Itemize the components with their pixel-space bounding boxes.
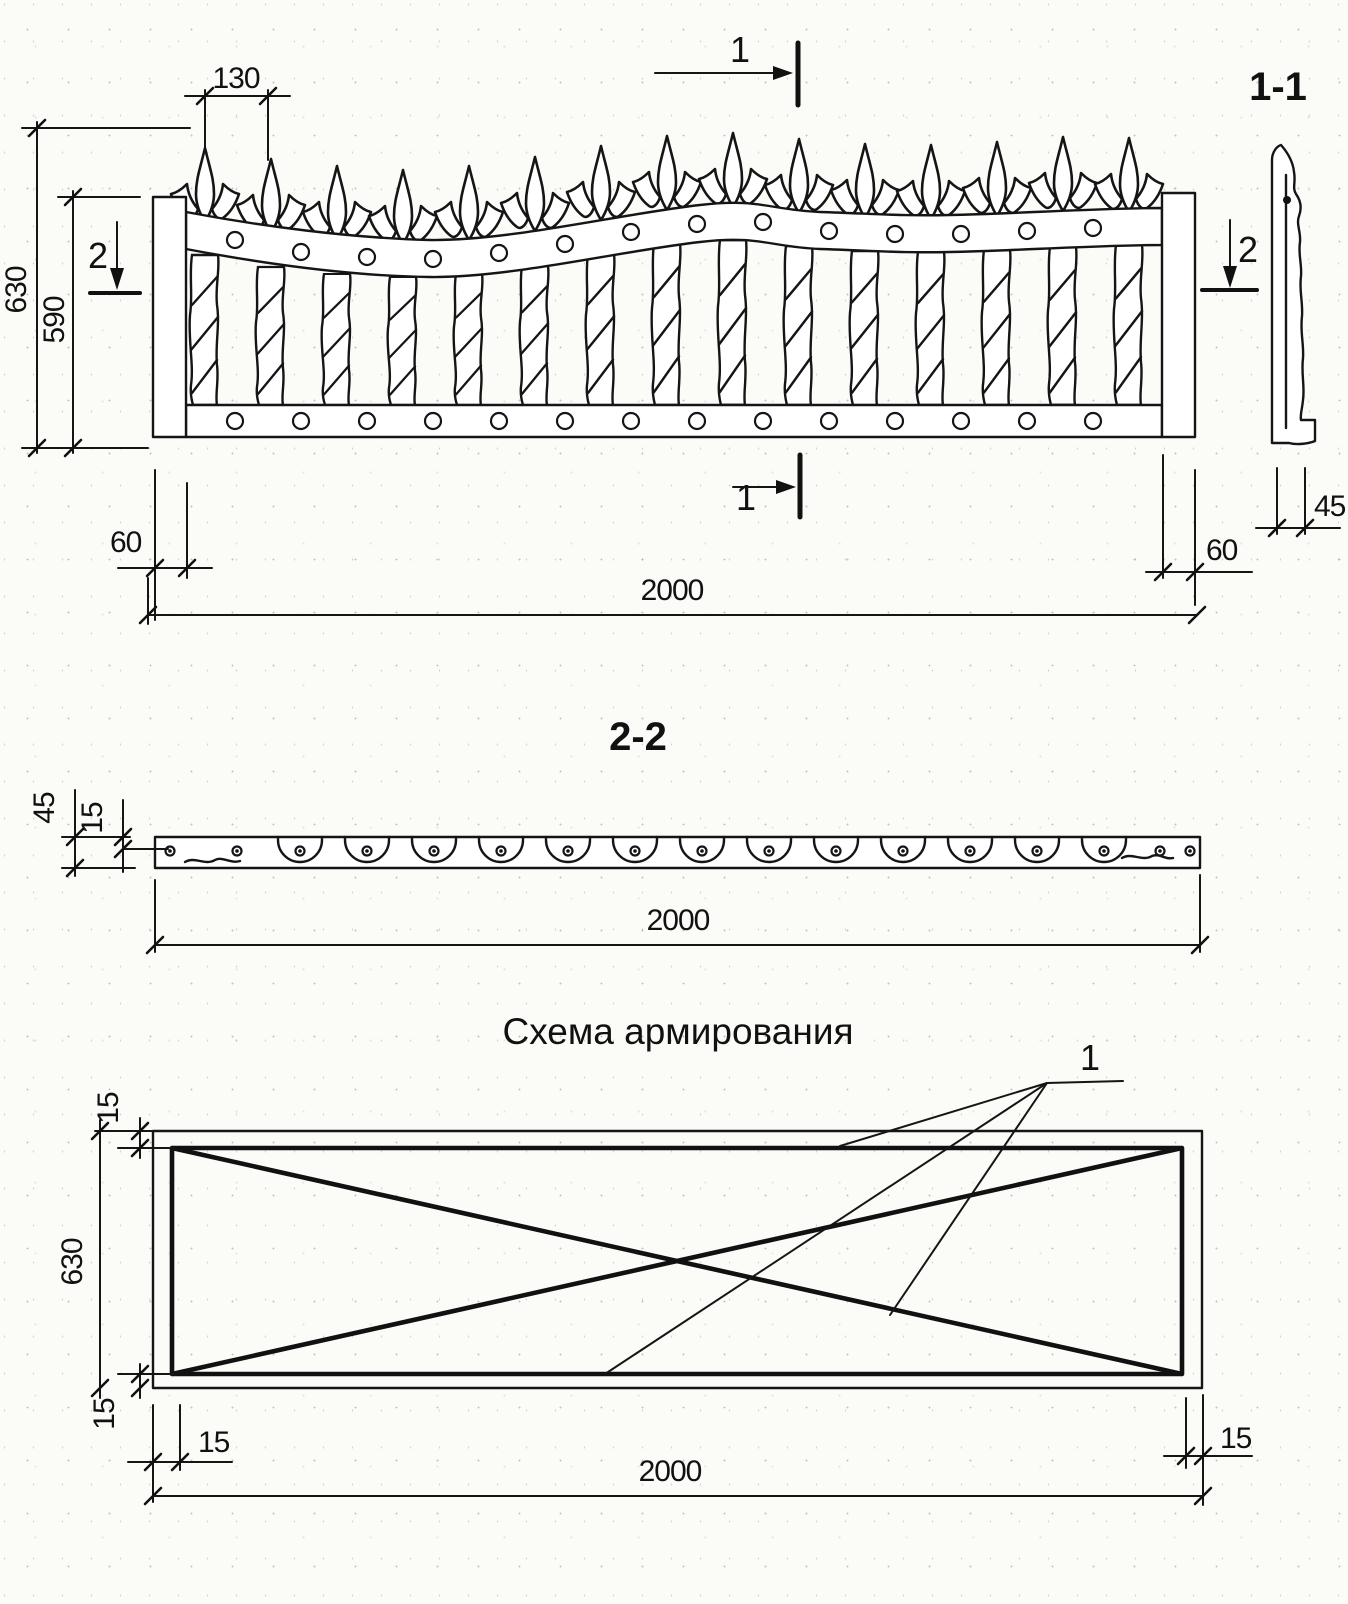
dim-overall-height-label: 630 (0, 266, 33, 314)
section-mark-2-left (88, 222, 140, 293)
section-mark-1-top (655, 29, 798, 105)
dim-right-end-label: 60 (1206, 534, 1238, 567)
dim-left-end-label: 60 (110, 526, 142, 559)
dim-cover-left-label: 15 (198, 1426, 230, 1459)
front-view (0, 29, 1258, 624)
dim-45-profile (1256, 468, 1346, 536)
dim-panel-height-label: 590 (38, 296, 71, 344)
profile-1-1 (1272, 145, 1315, 444)
section-1-top-label: 1 (730, 29, 751, 70)
left-post (153, 197, 186, 437)
dim-130 (185, 62, 290, 160)
scheme-title: Схема армирования (502, 1011, 854, 1052)
bottom-rail (186, 405, 1162, 437)
dim-15-left-horizontal (128, 1405, 232, 1502)
dim-scheme-height-label: 630 (56, 1238, 89, 1286)
dim-scheme-length-label: 2000 (638, 1455, 702, 1488)
dim-profile-thickness-label: 45 (1314, 490, 1346, 523)
dim-cover-bottom-label: 15 (88, 1398, 121, 1430)
dim-finial-spacing-label: 130 (212, 62, 260, 95)
section-2-2-title: 2-2 (609, 715, 667, 759)
right-post (1162, 193, 1195, 437)
section-2-2-view (28, 715, 1208, 953)
dim-15-right-horizontal (1164, 1395, 1252, 1505)
dim-cover-right-label: 15 (1220, 1422, 1252, 1455)
dim-section-thickness-label: 45 (28, 792, 61, 824)
section-1-1-view (1249, 65, 1346, 536)
dim-60-right (1146, 455, 1252, 605)
dim-2000-front (140, 574, 1205, 624)
dim-2000-section (147, 875, 1208, 953)
section-2-left-label: 2 (88, 235, 109, 276)
dim-rebar-offset-label: 15 (76, 802, 109, 834)
rebar-callout-label: 1 (1080, 1037, 1101, 1078)
dim-section-length-label: 2000 (646, 904, 710, 937)
section-mark-2-right (1202, 220, 1258, 290)
dim-length-front-label: 2000 (640, 574, 704, 607)
dim-590 (38, 189, 140, 456)
section-2-right-label: 2 (1238, 229, 1259, 270)
section-bar (155, 837, 1200, 868)
rebar-callout (605, 1037, 1123, 1374)
dim-2000-scheme (145, 1455, 1211, 1504)
profile-rebar-dot (1283, 196, 1291, 204)
dim-60-left (110, 470, 212, 620)
section-1-1-title: 1-1 (1249, 65, 1307, 109)
dim-cover-top-label: 15 (92, 1092, 125, 1124)
section-1-bottom-label: 1 (736, 477, 757, 518)
section-mark-1-bottom (733, 455, 800, 518)
reinforcement-scheme-view (56, 1011, 1252, 1505)
dim-630-scheme (56, 1120, 108, 1398)
